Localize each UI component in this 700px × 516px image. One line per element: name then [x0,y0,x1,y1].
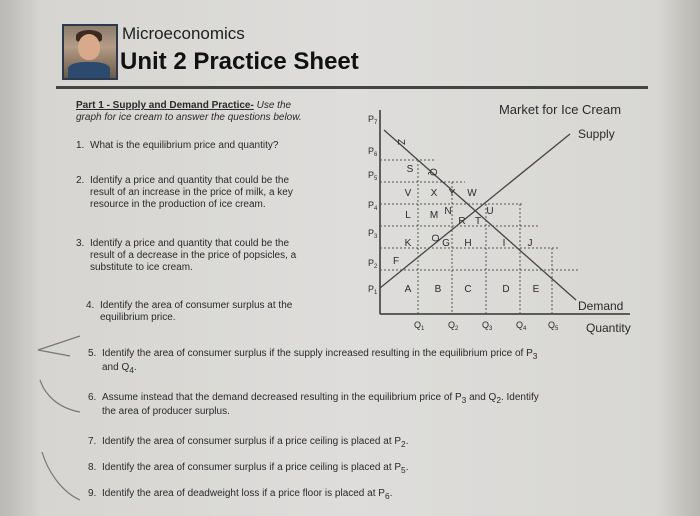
demand-label: Demand [578,299,624,313]
subscript: 2 [401,439,406,449]
question-number: 9. [88,488,97,499]
question-text-line: resource in the production of ice cream. [90,199,266,210]
area-label: R [458,216,466,227]
question-text-part: and Q [469,392,497,403]
area-label: I [502,238,506,249]
pencil-mark-q6 [40,380,80,412]
area-label: A [404,284,412,295]
area-label: Y [448,188,456,199]
question-number: 6. [88,392,97,403]
area-label: N [444,206,452,217]
area-label: Q [427,168,438,176]
course-name: Microeconomics [122,24,245,43]
question-text-line: Assume instead that the demand decreased resulting in the equilibrium price of P [102,392,462,403]
question-number: 4. [86,300,95,311]
quantity-axis-label: Quantity [586,321,631,335]
question-text-line: substitute to ice cream. [90,262,193,273]
question-text-line: Identify the area of consumer surplus if a price ceiling is placed at P [102,436,402,447]
question-text-line: equilibrium price. [100,312,176,323]
supply-label: Supply [578,127,615,141]
quantity-label: $Q_3$ [482,320,493,332]
area-label: D [502,284,510,295]
area-label: O [429,234,440,242]
question-number: 7. [88,436,97,447]
area-label: E [532,284,540,295]
question-number: 5. [88,348,97,359]
area-label: V [404,188,412,199]
question-text-line: and Q [102,362,130,373]
subscript: 5 [401,465,406,475]
question-number: 2. [76,175,85,186]
supply-demand-graph [350,96,660,342]
subscript: 4 [129,365,134,375]
area-label: U [486,206,494,217]
part1-intro-a: Use the [253,100,292,111]
question-8: 8. Identify the area of consumer surplus if a price ceiling is placed at $P_5$. [88,462,409,475]
price-label: $P_3$ [368,228,378,240]
quantity-label: $Q_4$ [516,320,527,332]
area-label: C [464,284,472,295]
question-number: 8. [88,462,97,473]
question-text-line: Identify the area of consumer surplus at the [100,300,293,311]
part1-heading: Part 1 - Supply and Demand Practice- [76,100,254,111]
area-label: G [442,238,450,249]
area-label: S [406,164,414,175]
question-text-line: the area of producer surplus. [102,406,230,417]
page-title: Unit 2 Practice Sheet [120,48,359,75]
quantity-labels [414,320,559,332]
subscript: 2 [496,395,501,405]
pencil-mark-q8 [42,452,80,500]
question-text-line: result of an increase in the price of milk, a key [90,187,293,198]
quantity-label: $Q_2$ [448,320,459,332]
area-label: Z [395,138,406,146]
area-label: M [429,210,439,221]
price-label: $P_6$ [368,146,378,158]
area-labels [393,139,540,295]
question-number: 1. [76,140,85,151]
question-5: 5. Identify the area of consumer surplus if the supply increased resulting in the equilibrium price of $P_3$ and $Q_4$. [88,348,538,375]
subscript: 3 [461,395,467,405]
pencil-mark-q5 [38,336,80,356]
question-7: 7. Identify the area of consumer surplus if a price ceiling is placed at $P_2$. [88,436,409,449]
quantity-label: $Q_5$ [548,320,559,332]
graph-title: Market for Ice Cream [498,102,622,117]
area-label: X [430,188,438,199]
question-9: 9. Identify the area of deadweight loss if a price floor is placed at $P_6$. [88,488,393,501]
question-text-line: Identify a price and quantity that could be the [90,238,290,249]
area-label: K [404,238,412,249]
question-text-line: Identify the area of consumer surplus if a price ceiling is placed at P [102,462,402,473]
price-label: $P_7$ [368,114,378,126]
area-label: J [527,238,533,249]
subscript: 3 [532,351,538,361]
question-number: 3. [76,238,85,249]
part1-intro-b: graph for ice cream to answer the questions below. [76,112,302,123]
subscript: 6 [384,491,390,501]
quantity-label: $Q_1$ [414,320,425,332]
area-label: T [474,216,482,227]
area-label: W [467,188,477,199]
question-text-line: result of a decrease in the price of popsicles, a [90,250,297,261]
question-text-line: Identify the area of consumer surplus if the supply increased resulting in the equilibrium price of P [102,348,533,359]
price-label: $P_4$ [368,200,378,212]
area-label: B [434,284,442,295]
question-text-part: . Identify [500,392,539,403]
question-text-line: Identify the area of deadweight loss if a price floor is placed at P [102,488,385,499]
price-label: $P_1$ [368,284,378,296]
demand-curve [384,130,576,300]
area-label: H [464,238,472,249]
area-label: F [392,256,400,267]
price-label: $P_5$ [368,170,378,182]
price-labels [368,114,378,296]
question-text: What is the equilibrium price and quantity? [90,140,279,151]
area-label: L [405,210,411,221]
question-text-line: Identify a price and quantity that could be the [90,175,290,186]
price-label: $P_2$ [368,258,378,270]
